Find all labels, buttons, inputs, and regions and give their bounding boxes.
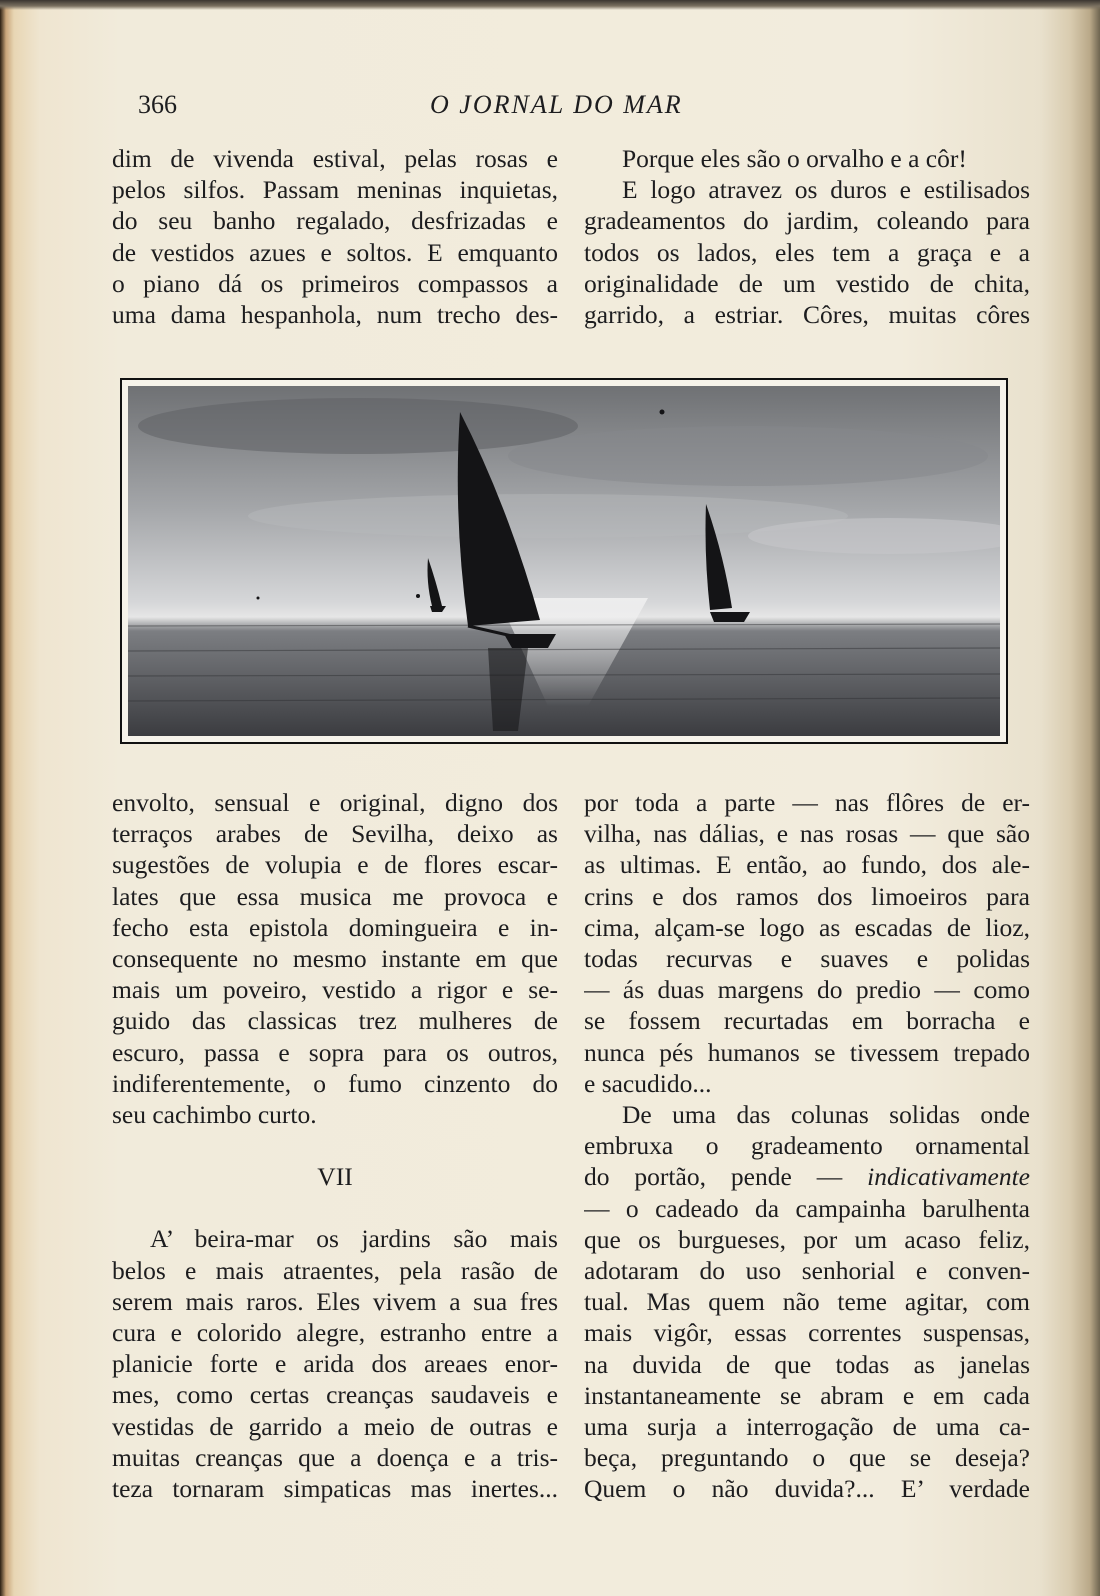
text-line: Porque eles são o orvalho e a côr!	[622, 144, 967, 173]
column-bottom-left	[112, 787, 558, 1504]
column-bottom-right	[584, 787, 1030, 1505]
sailboats-photograph	[120, 378, 1008, 744]
text-line	[584, 1161, 1030, 1192]
text-line: embruxa o gradeamento ornamental	[584, 1131, 1030, 1161]
text-line: gradeamentos do jardim, coleando para	[584, 206, 1030, 236]
text-line: instantaneamente se abram e em cada	[584, 1380, 1030, 1410]
text-line: e sacudido...	[584, 1068, 712, 1098]
text-line: indiferentemente, o fumo cinzento do	[112, 1068, 558, 1098]
text-line: A’ beira-mar os jardins são mais	[150, 1224, 558, 1254]
text-line: uma dama hespanhola, num trecho des-	[112, 300, 558, 330]
text-line: cima, alçam-se logo as escadas de lioz,	[584, 912, 1030, 942]
text-line: garrido, a estriar. Côres, muitas côres	[584, 300, 1030, 330]
italic-word: indicativamente	[867, 1162, 1030, 1192]
text-line: planicie forte e arida dos areaes enor-	[112, 1349, 558, 1379]
text-line: adotaram do uso senhorial e conven-	[584, 1256, 1030, 1286]
text-line: fecho esta epistola domingueira e in-	[112, 912, 558, 942]
page-header	[0, 86, 1100, 126]
text-line: todas recurvas e suaves e polidas	[584, 944, 1030, 974]
text-line: o piano dá os primeiros compassos a	[112, 268, 558, 298]
text-line: mais vigôr, essas correntes suspensas,	[584, 1318, 1030, 1348]
text-line: as ultimas. E então, ao fundo, dos ale-	[584, 850, 1030, 880]
text-line: que os burgueses, por um acaso feliz,	[584, 1224, 1030, 1254]
text-fragment: do portão, pende —	[584, 1162, 868, 1192]
running-title: O JORNAL DO MAR	[430, 90, 683, 119]
section-heading: VII	[317, 1162, 353, 1192]
text-line: mais um poveiro, vestido a rigor e se-	[112, 975, 558, 1005]
text-line: teza tornaram simpaticas mas inertes...	[112, 1474, 558, 1504]
text-line: sugestões de volupia e de flores escar-	[112, 850, 558, 880]
column-top-right	[584, 143, 1030, 330]
text-line: guido das classicas trez mulheres de	[112, 1006, 558, 1036]
page-number: 366	[138, 90, 177, 119]
text-line: por toda a parte — nas flôres de er-	[584, 788, 1030, 817]
text-line: belos e mais atraentes, pela rasão de	[112, 1255, 558, 1285]
text-line: do seu banho regalado, desfrizadas e	[112, 206, 558, 236]
text-line: uma surja a interrogação de uma ca-	[584, 1412, 1030, 1442]
text-line: todos os lados, eles tem a graça e a	[584, 237, 1030, 267]
text-line: crins e dos ramos dos limoeiros para	[584, 881, 1030, 911]
text-line: na duvida de que todas as janelas	[584, 1349, 1030, 1379]
text-line: serem mais raros. Eles vivem a sua fres	[112, 1286, 558, 1316]
text-line: se fossem recurtadas em borracha e	[584, 1006, 1030, 1036]
text-line: — ás duas margens do predio — como	[584, 975, 1030, 1005]
text-line: originalidade de um vestido de chita,	[584, 268, 1030, 298]
text-line: consequente no mesmo instante em que	[112, 944, 558, 974]
sailboats-illustration	[128, 386, 1000, 736]
text-line: dim de vivenda estival, pelas rosas e	[112, 144, 558, 173]
text-line: pelos silfos. Passam meninas inquietas,	[112, 175, 558, 205]
text-line: escuro, passa e sopra para os outros,	[112, 1037, 558, 1067]
text-line: terraços arabes de Sevilha, deixo as	[112, 819, 558, 849]
text-line: cura e colorido alegre, estranho entre a	[112, 1318, 558, 1348]
text-line: envolto, sensual e original, digno dos	[112, 788, 558, 817]
text-line: vestidas de garrido a meio de outras e	[112, 1411, 558, 1441]
text-line: seu cachimbo curto.	[112, 1100, 317, 1130]
text-line: Quem o não duvida?... E’ verdade	[584, 1474, 1030, 1504]
text-line: lates que essa musica me provoca e	[112, 881, 558, 911]
text-line: — o cadeado da campainha barulhenta	[584, 1193, 1030, 1223]
text-line: mes, como certas creanças saudaveis e	[112, 1380, 558, 1410]
text-line: tual. Mas quem não teme agitar, com	[584, 1287, 1030, 1317]
text-line: vilha, nas dálias, e nas rosas — que são	[584, 819, 1030, 849]
text-line: de vestidos azues e soltos. E emquanto	[112, 237, 558, 267]
text-line: nunca pés humanos se tivessem trepado	[584, 1037, 1030, 1067]
column-top-left	[112, 143, 558, 330]
text-line: E logo atravez os duros e estilisados	[622, 175, 1030, 205]
text-line: muitas creanças que a doença e a tris-	[112, 1442, 558, 1472]
text-line: De uma das colunas solidas onde	[622, 1100, 1030, 1130]
text-line: beça, preguntando o que se deseja?	[584, 1443, 1030, 1473]
